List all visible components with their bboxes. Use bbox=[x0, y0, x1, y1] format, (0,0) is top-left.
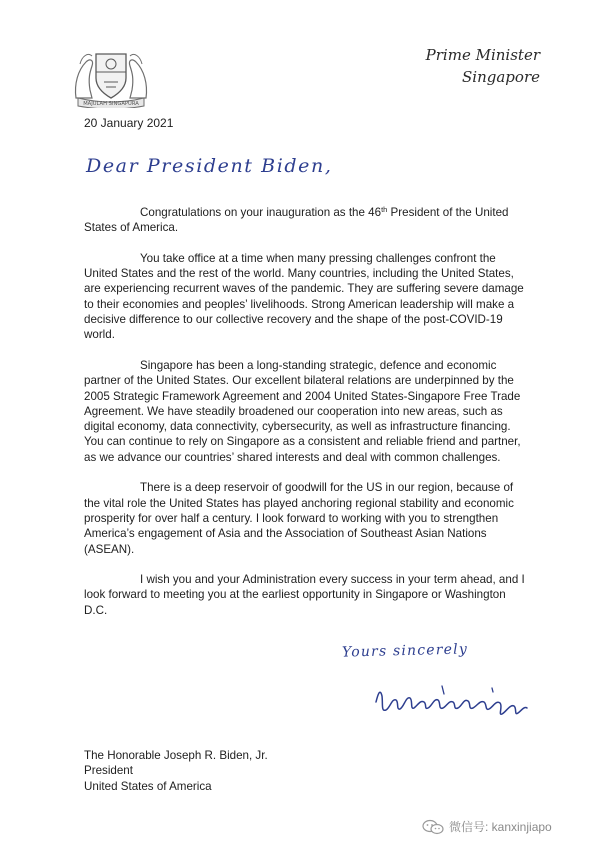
paragraph-1: Congratulations on your inauguration as the 46th President of the United States of America. bbox=[84, 205, 509, 235]
signature-image bbox=[372, 680, 532, 720]
watermark-text: 微信号: kanxinjiapo bbox=[449, 820, 552, 834]
paragraph-5: I wish you and your Administration every success in your term ahead, and I look forward to meeting you at the earliest opportunity in Singapore or Washington D.C. bbox=[84, 573, 525, 617]
letter-date: 20 January 2021 bbox=[84, 116, 174, 130]
closing: Yours sincerely bbox=[341, 641, 469, 661]
letterhead-office bbox=[426, 44, 540, 88]
addressee-country: United States of America bbox=[84, 779, 212, 793]
letter-body bbox=[84, 205, 530, 633]
salutation: Dear President Biden, bbox=[86, 155, 333, 177]
paragraph-4: There is a deep reservoir of goodwill for the US in our region, because of the vital role the United States has played anchoring regional stability and economic prosperity for over half a century. I look forward to working with you to strengthen America’s engagement of Asia and the Association of Southeast Asian Nations (ASEAN). bbox=[84, 481, 514, 556]
office-country: Singapore bbox=[462, 68, 540, 86]
addressee-block bbox=[84, 748, 268, 794]
wechat-icon bbox=[422, 819, 444, 835]
singapore-crest-icon bbox=[70, 44, 152, 108]
watermark bbox=[422, 818, 552, 835]
paragraph-3: Singapore has been a long-standing strategic, defence and economic partner of the United States. Our excellent bilateral relations are underpinned by the 2005 Strategic Framework Agreement and 2004 United States-Singapore Free Trade Agreement. We have steadily broadened our cooperation into new areas, such as digital economy, data connectivity, cybersecurity, as well as infrastructure financing. You can continue to rely on Singapore as a consistent and reliable friend and partner, as we advance our countries’ shared interests and deal with common challenges. bbox=[84, 358, 521, 464]
office-title: Prime Minister bbox=[425, 46, 540, 64]
addressee-title: President bbox=[84, 764, 133, 778]
addressee-name: The Honorable Joseph R. Biden, Jr. bbox=[84, 749, 268, 762]
crest-motto: MAJULAH SINGAPURA bbox=[83, 101, 139, 107]
paragraph-2: You take office at a time when many pressing challenges confront the United States and the rest of the world. Many countries, including the United States, are experiencing recurrent waves of the pandemic. They are suffering severe damage to their economies and peoples’ livelihoods. Strong American leadership will make a decisive difference to our collective recovery and the shape of the post-COVID-19 world. bbox=[84, 251, 524, 342]
